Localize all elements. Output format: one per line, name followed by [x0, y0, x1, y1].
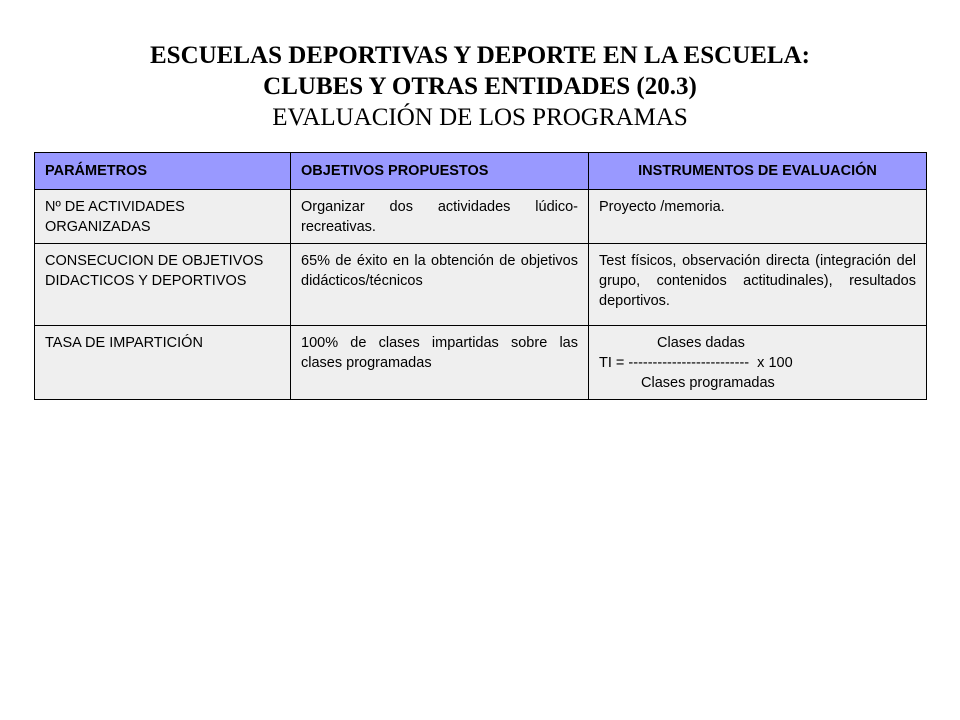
cell-parametro: CONSECUCION DE OBJETIVOS DIDACTICOS Y DEPORTIVOS: [35, 244, 291, 326]
formula-denominator: Clases programadas: [641, 375, 775, 391]
cell-parametro: TASA DE IMPARTICIÓN: [35, 326, 291, 400]
table-row: [35, 244, 927, 326]
title-line-2: CLUBES Y OTRAS ENTIDADES (20.3): [263, 73, 697, 100]
header-instrumentos: INSTRUMENTOS DE EVALUACIÓN: [589, 153, 927, 190]
cell-parametro: Nº DE ACTIVIDADES ORGANIZADAS: [35, 190, 291, 244]
cell-objetivo: 100% de clases impartidas sobre las clases programadas: [291, 326, 589, 400]
title-line-1: ESCUELAS DEPORTIVAS Y DEPORTE EN LA ESCUELA:: [150, 42, 810, 69]
table-row: [35, 190, 927, 244]
table-header-row: [35, 153, 927, 190]
cell-instrumento-formula: [589, 326, 927, 400]
header-parametros: PARÁMETROS: [35, 153, 291, 190]
title-line-3: EVALUACIÓN DE LOS PROGRAMAS: [272, 104, 688, 131]
formula-equation: TI = ------------------------- x 100: [599, 355, 793, 371]
cell-objetivo: Organizar dos actividades lúdico-recreativas.: [291, 190, 589, 244]
cell-objetivo: 65% de éxito en la obtención de objetivos didácticos/técnicos: [291, 244, 589, 326]
evaluation-table: [34, 152, 927, 400]
cell-instrumento: Proyecto /memoria.: [589, 190, 927, 244]
slide-title: [0, 40, 960, 133]
table-row: [35, 326, 927, 400]
header-objetivos: OBJETIVOS PROPUESTOS: [291, 153, 589, 190]
formula-numerator: Clases dadas: [657, 335, 745, 351]
cell-instrumento: Test físicos, observación directa (integración del grupo, contenidos actitudinales), resultados deportivos.: [589, 244, 927, 326]
